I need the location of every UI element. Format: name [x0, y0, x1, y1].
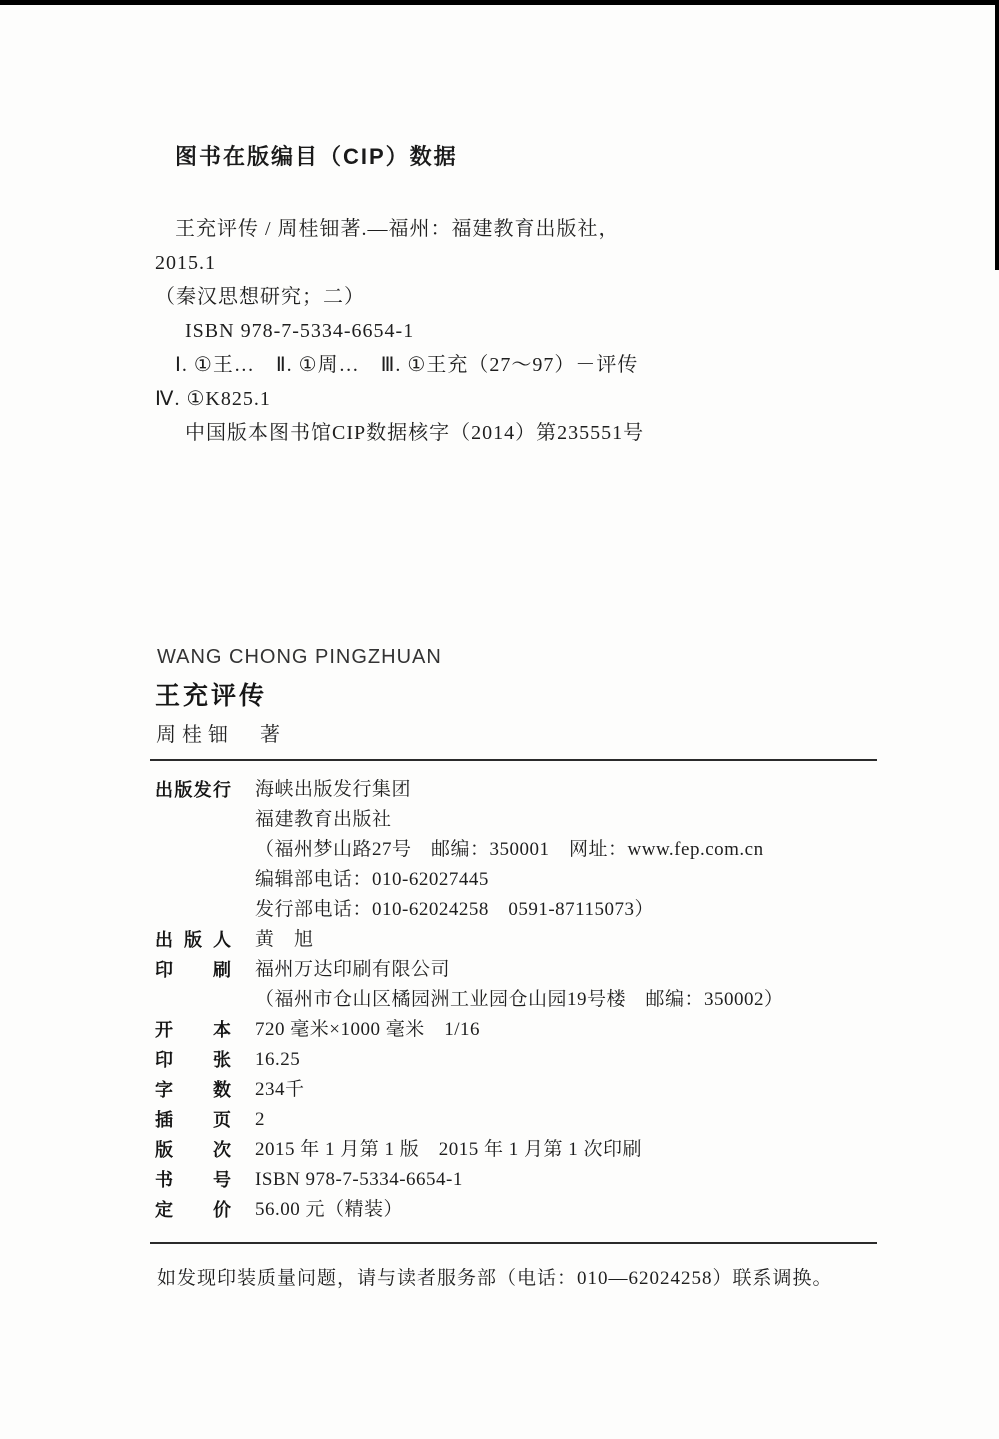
cip-line-series: （秦汉思想研究；二）: [155, 286, 365, 308]
cip-block: [155, 212, 875, 450]
row-label: 印 刷: [155, 960, 231, 980]
cip-line-classification: Ⅰ. ①王… Ⅱ. ①周… Ⅲ. ①王充（27～97）－评传: [175, 354, 639, 376]
publisher-address: （福州梦山路27号 邮编：350001 网址：www.fep.com.cn: [255, 839, 764, 860]
colophon-row-publisher: [155, 775, 895, 925]
edition-value: 2015 年 1 月第 1 版 2015 年 1 月第 1 次印刷: [255, 1139, 643, 1160]
wordcount-value: 234千: [255, 1079, 305, 1100]
cip-line-year: 2015.1: [155, 252, 216, 274]
publisher-group: 海峡出版发行集团: [255, 779, 412, 800]
row-label: 印 张: [155, 1050, 231, 1070]
colophon-row-format: [155, 1015, 895, 1045]
colophon-row-printer: [155, 955, 895, 1015]
colophon-row-price: [155, 1195, 895, 1225]
cip-line-isbn: ISBN 978-7-5334-6654-1: [185, 320, 415, 342]
scan-edge-right: [995, 0, 999, 270]
colophon-table: [155, 775, 895, 1225]
cip-line-record-number: 中国版本图书馆CIP数据核字（2014）第235551号: [185, 422, 645, 444]
row-label: 版 次: [155, 1140, 231, 1160]
divider-top: [150, 759, 877, 761]
row-label: 出版发行: [155, 780, 231, 800]
divider-bottom: [150, 1242, 877, 1244]
cip-heading: 图书在版编目（CIP）数据: [175, 144, 458, 169]
isbn-value: ISBN 978-7-5334-6654-1: [255, 1169, 463, 1190]
quality-notice: 如发现印装质量问题，请与读者服务部（电话：010—62024258）联系调换。: [157, 1268, 833, 1289]
distribution-phone: 发行部电话：010-62024258 0591-87115073）: [255, 899, 654, 920]
row-label: 字 数: [155, 1080, 231, 1100]
scan-edge-top: [0, 0, 999, 5]
cip-line-class-number: Ⅳ. ①K825.1: [155, 388, 271, 410]
row-label: 书 号: [155, 1170, 231, 1190]
inserts-value: 2: [255, 1109, 265, 1130]
format-value: 720 毫米×1000 毫米 1/16: [255, 1019, 480, 1040]
printer-name: 福州万达印刷有限公司: [255, 959, 451, 980]
colophon-row-isbn: [155, 1165, 895, 1195]
sheets-value: 16.25: [255, 1049, 301, 1070]
title-pinyin: WANG CHONG PINGZHUAN: [157, 646, 442, 668]
colophon-row-sheets: [155, 1045, 895, 1075]
colophon-row-edition: [155, 1135, 895, 1165]
price-value: 56.00 元（精装）: [255, 1199, 404, 1220]
book-title: 王充评传: [155, 682, 268, 710]
publisher-person: 黄 旭: [255, 929, 314, 950]
row-label: 插 页: [155, 1110, 231, 1130]
editorial-phone: 编辑部电话：010-62027445: [255, 869, 489, 890]
colophon-row-wordcount: [155, 1075, 895, 1105]
colophon-row-inserts: [155, 1105, 895, 1135]
publisher-press: 福建教育出版社: [255, 809, 392, 830]
row-label: 定 价: [155, 1200, 231, 1220]
cip-line-description: 王充评传 / 周桂钿著.—福州：福建教育出版社，: [175, 218, 620, 240]
row-label: 开 本: [155, 1020, 231, 1040]
printer-address: （福州市仓山区橘园洲工业园仓山园19号楼 邮编：350002）: [255, 989, 784, 1010]
book-author: 周桂钿 著: [156, 724, 286, 746]
row-label: 出 版 人: [155, 930, 231, 950]
colophon-row-publisher-person: [155, 925, 895, 955]
